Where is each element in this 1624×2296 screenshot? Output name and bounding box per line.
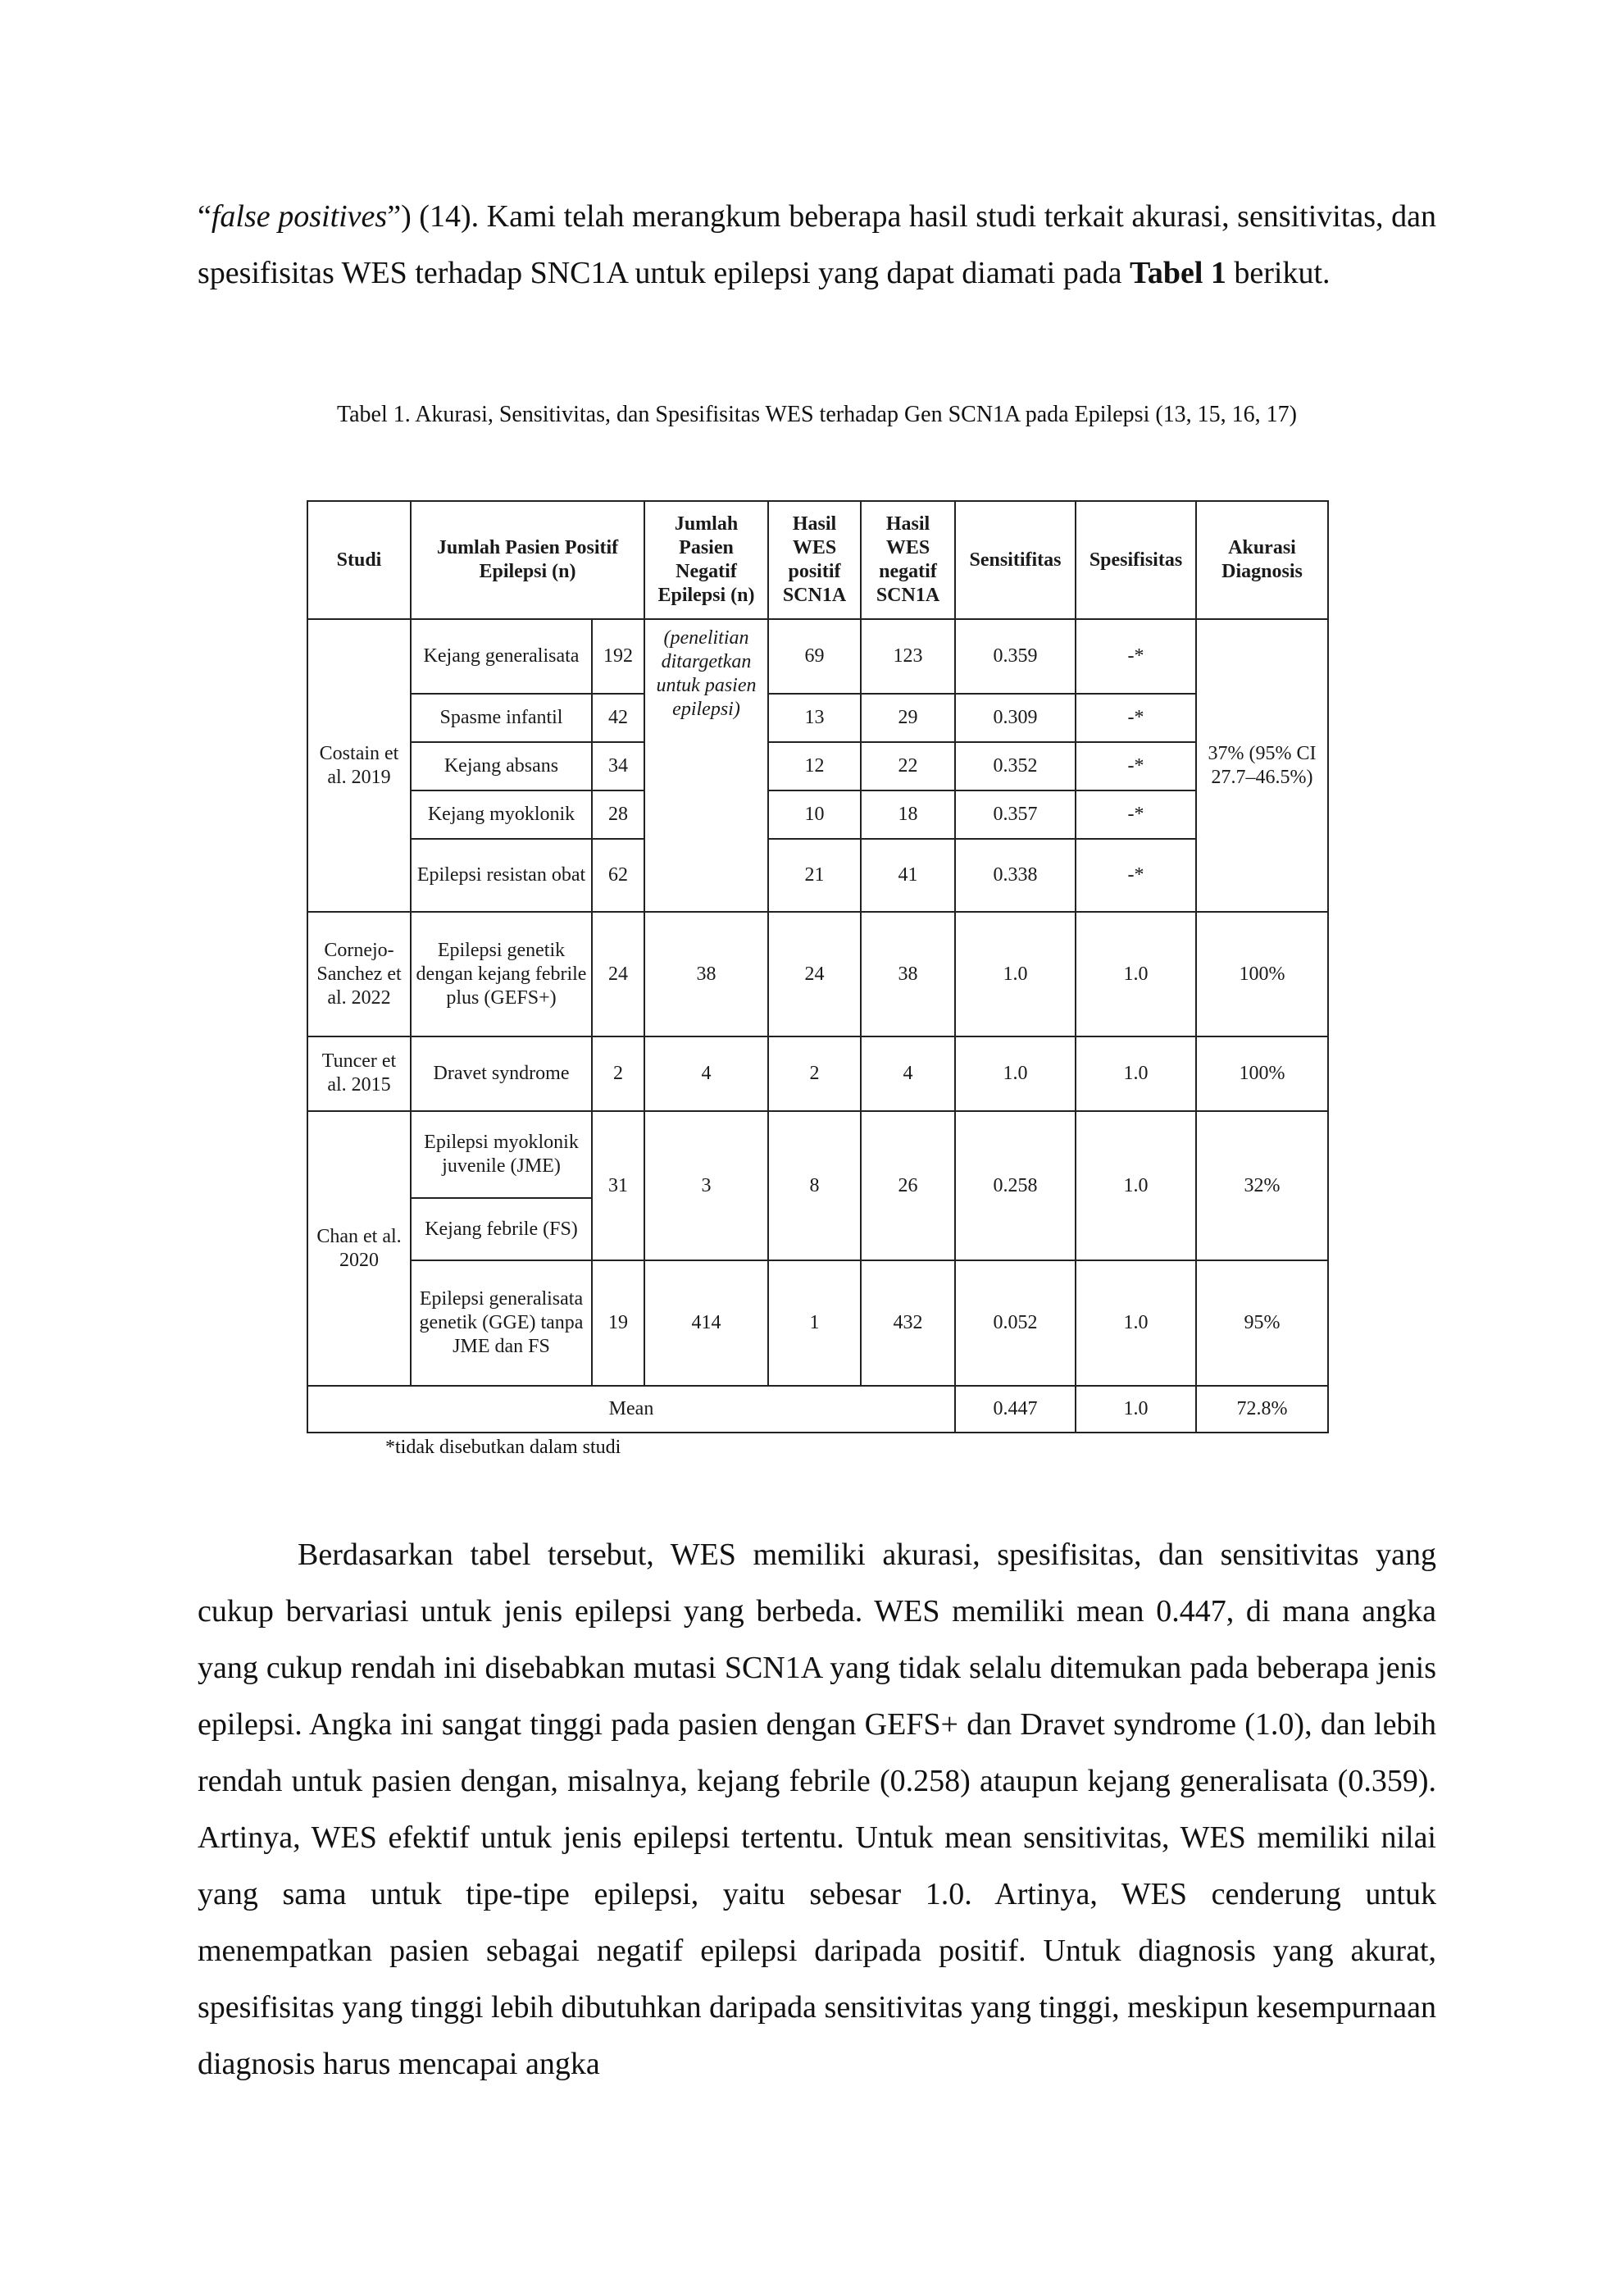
- wes-positive: 69: [768, 619, 861, 694]
- sensitivity: 1.0: [955, 1036, 1076, 1111]
- intro-text: ”) (14). Kami telah merangkum beberapa hasil studi terkait akurasi, sensitivitas, dan spesifisitas WES terhadap SNC1A untuk epilepsi yang dapat diamati pada: [198, 199, 1436, 290]
- wes-positive: 13: [768, 694, 861, 742]
- header-akurasi: Akurasi Diagnosis: [1196, 501, 1328, 619]
- positive-count: 2: [592, 1036, 644, 1111]
- positive-count: 34: [592, 742, 644, 790]
- epilepsy-type: Kejang febrile (FS): [411, 1198, 592, 1260]
- negative-count: 3: [644, 1111, 768, 1261]
- header-wes-negatif: Hasil WES negatif SCN1A: [861, 501, 955, 619]
- specificity: 1.0: [1076, 1036, 1196, 1111]
- wes-positive: 10: [768, 790, 861, 839]
- intro-paragraph: [198, 189, 1436, 302]
- study-costain: Costain et al. 2019: [307, 619, 411, 912]
- specificity: -*: [1076, 694, 1196, 742]
- negative-note: (penelitian ditargetkan untuk pasien epilepsi): [644, 619, 768, 912]
- header-negatif: Jumlah Pasien Negatif Epilepsi (n): [644, 501, 768, 619]
- specificity: -*: [1076, 790, 1196, 839]
- sensitivity: 0.352: [955, 742, 1076, 790]
- table-footnote: *tidak disebutkan dalam studi: [385, 1437, 621, 1458]
- mean-specificity: 1.0: [1076, 1386, 1196, 1433]
- sensitivity: 0.338: [955, 839, 1076, 913]
- intro-tail: berikut.: [1226, 256, 1331, 290]
- accuracy-costain: 37% (95% CI 27.7–46.5%): [1196, 619, 1328, 912]
- header-positif: Jumlah Pasien Positif Epilepsi (n): [411, 501, 644, 619]
- mean-label: Mean: [307, 1386, 955, 1433]
- wes-positive: 12: [768, 742, 861, 790]
- wes-positive: 2: [768, 1036, 861, 1111]
- positive-count: 24: [592, 912, 644, 1036]
- epilepsy-type: Epilepsi genetik dengan kejang febrile plus (GEFS+): [411, 912, 592, 1036]
- positive-count: 192: [592, 619, 644, 694]
- mean-row: [307, 1386, 1328, 1433]
- specificity: -*: [1076, 839, 1196, 913]
- table-reference: Tabel 1: [1129, 256, 1226, 290]
- specificity: -*: [1076, 619, 1196, 694]
- study-chan: Chan et al. 2020: [307, 1111, 411, 1386]
- wes-positive: 21: [768, 839, 861, 913]
- wes-negative: 18: [861, 790, 955, 839]
- wes-positive: 8: [768, 1111, 861, 1261]
- specificity: 1.0: [1076, 1111, 1196, 1261]
- sensitivity: 0.052: [955, 1260, 1076, 1386]
- epilepsy-type: Epilepsi myoklonik juvenile (JME): [411, 1111, 592, 1198]
- table-caption: Tabel 1. Akurasi, Sensitivitas, dan Spesifisitas WES terhadap Gen SCN1A pada Epilepsi (13, 15, 16, 17): [336, 402, 1298, 427]
- mean-accuracy: 72.8%: [1196, 1386, 1328, 1433]
- epilepsy-type: Kejang generalisata: [411, 619, 592, 694]
- table-row: [307, 912, 1328, 1036]
- epilepsy-type: Epilepsi generalisata genetik (GGE) tanpa JME dan FS: [411, 1260, 592, 1386]
- wes-negative: 26: [861, 1111, 955, 1261]
- header-studi: Studi: [307, 501, 411, 619]
- false-positives-term: false positives: [211, 199, 388, 234]
- table-row: [307, 839, 1328, 913]
- table-row: [307, 694, 1328, 742]
- table-row: [307, 790, 1328, 839]
- specificity: 1.0: [1076, 912, 1196, 1036]
- discussion-paragraph: Berdasarkan tabel tersebut, WES memiliki akurasi, spesifisitas, dan sensitivitas yang cukup bervariasi untuk jenis epilepsi yang berbeda. WES memiliki mean 0.447, di mana angka yang cukup rendah ini disebabkan mutasi SCN1A yang tidak selalu ditemukan pada beberapa jenis epilepsi. Angka ini sangat tinggi pada pasien dengan GEFS+ dan Dravet syndrome (1.0), dan lebih rendah untuk pasien dengan, misalnya, kejang febrile (0.258) ataupun kejang generalisata (0.359). Artinya, WES efektif untuk jenis epilepsi tertentu. Untuk mean sensitivitas, WES memiliki nilai yang sama untuk tipe-tipe epilepsi, yaitu sebesar 1.0. Artinya, WES cenderung untuk menempatkan pasien sebagai negatif epilepsi daripada positif. Untuk diagnosis yang akurat, spesifisitas yang tinggi lebih dibutuhkan daripada sensitivitas yang tinggi, meskipun kesempurnaan diagnosis harus mencapai angka: [198, 1538, 1436, 2081]
- specificity: -*: [1076, 742, 1196, 790]
- header-sensitifitas: Sensitifitas: [955, 501, 1076, 619]
- table-row: [307, 619, 1328, 694]
- positive-count: 62: [592, 839, 644, 913]
- positive-count: 42: [592, 694, 644, 742]
- accuracy: 32%: [1196, 1111, 1328, 1261]
- sensitivity: 0.258: [955, 1111, 1076, 1261]
- epilepsy-type: Kejang myoklonik: [411, 790, 592, 839]
- study-tuncer: Tuncer et al. 2015: [307, 1036, 411, 1111]
- quote-open: “: [198, 199, 212, 234]
- header-row: [307, 501, 1328, 619]
- study-cornejo: Cornejo-Sanchez et al. 2022: [307, 912, 411, 1036]
- positive-count: 19: [592, 1260, 644, 1386]
- mean-sensitivity: 0.447: [955, 1386, 1076, 1433]
- wes-negative: 432: [861, 1260, 955, 1386]
- header-wes-positif: Hasil WES positif SCN1A: [768, 501, 861, 619]
- accuracy: 95%: [1196, 1260, 1328, 1386]
- specificity: 1.0: [1076, 1260, 1196, 1386]
- table-row: [307, 1036, 1328, 1111]
- sensitivity: 1.0: [955, 912, 1076, 1036]
- wes-negative: 123: [861, 619, 955, 694]
- negative-count: 38: [644, 912, 768, 1036]
- sensitivity: 0.357: [955, 790, 1076, 839]
- wes-negative: 29: [861, 694, 955, 742]
- wes-negative: 4: [861, 1036, 955, 1111]
- positive-count: 31: [592, 1111, 644, 1261]
- epilepsy-type: Dravet syndrome: [411, 1036, 592, 1111]
- results-table-wrapper: [307, 500, 1327, 1433]
- wes-positive: 24: [768, 912, 861, 1036]
- table-row: [307, 1111, 1328, 1198]
- table-row: [307, 1260, 1328, 1386]
- results-table: [307, 500, 1329, 1433]
- table-row: [307, 742, 1328, 790]
- epilepsy-type: Kejang absans: [411, 742, 592, 790]
- accuracy: 100%: [1196, 912, 1328, 1036]
- sensitivity: 0.309: [955, 694, 1076, 742]
- epilepsy-type: Spasme infantil: [411, 694, 592, 742]
- wes-positive: 1: [768, 1260, 861, 1386]
- header-spesifisitas: Spesifisitas: [1076, 501, 1196, 619]
- sensitivity: 0.359: [955, 619, 1076, 694]
- accuracy: 100%: [1196, 1036, 1328, 1111]
- negative-count: 4: [644, 1036, 768, 1111]
- negative-count: 414: [644, 1260, 768, 1386]
- wes-negative: 38: [861, 912, 955, 1036]
- positive-count: 28: [592, 790, 644, 839]
- wes-negative: 41: [861, 839, 955, 913]
- epilepsy-type: Epilepsi resistan obat: [411, 839, 592, 913]
- wes-negative: 22: [861, 742, 955, 790]
